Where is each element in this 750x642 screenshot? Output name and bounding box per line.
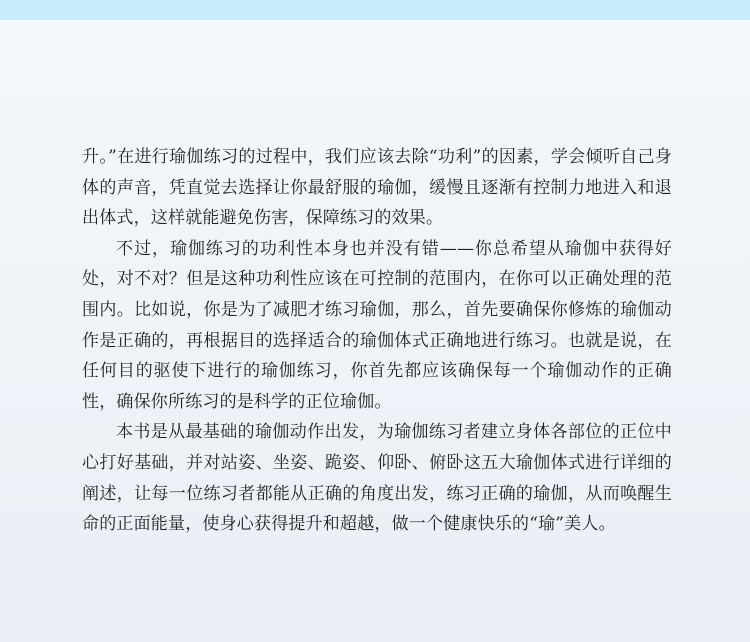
paragraph-continuation: 升。”在进行瑜伽练习的过程中，我们应该去除“功利”的因素，学会倾听自己身体的声音，凭直觉去选择让你最舒服的瑜伽，缓慢且逐渐有控制力地进入和退出体式，这样就能避免伤害，保障练习的效果。 <box>82 147 672 229</box>
book-text-body <box>82 142 672 540</box>
paragraph-book-introduction: 本书是从最基础的瑜伽动作出发，为瑜伽练习者建立身体各部位的正位中心打好基础，并对站姿、坐姿、跪姿、仰卧、俯卧这五大瑜伽体式进行详细的阐述，让每一位练习者都能从正确的角度出发，练习正确的瑜伽，从而唤醒生命的正面能量，使身心获得提升和超越，做一个健康快乐的“瑜”美人。 <box>82 422 672 535</box>
paragraph-utilitarian-practice: 不过，瑜伽练习的功利性本身也并没有错——你总希望从瑜伽中获得好处，对不对？但是这种功利性应该在可控制的范围内，在你可以正确处理的范围内。比如说，你是为了减肥才练习瑜伽，那么，首先要确保你修炼的瑜伽动作是正确的，再根据目的选择适合的瑜伽体式正确地进行练习。也就是说，在任何目的驱使下进行的瑜伽练习，你首先都应该确保每一个瑜伽动作的正确性，确保你所练习的是科学的正位瑜伽。 <box>82 238 672 412</box>
top-color-band <box>0 0 750 20</box>
